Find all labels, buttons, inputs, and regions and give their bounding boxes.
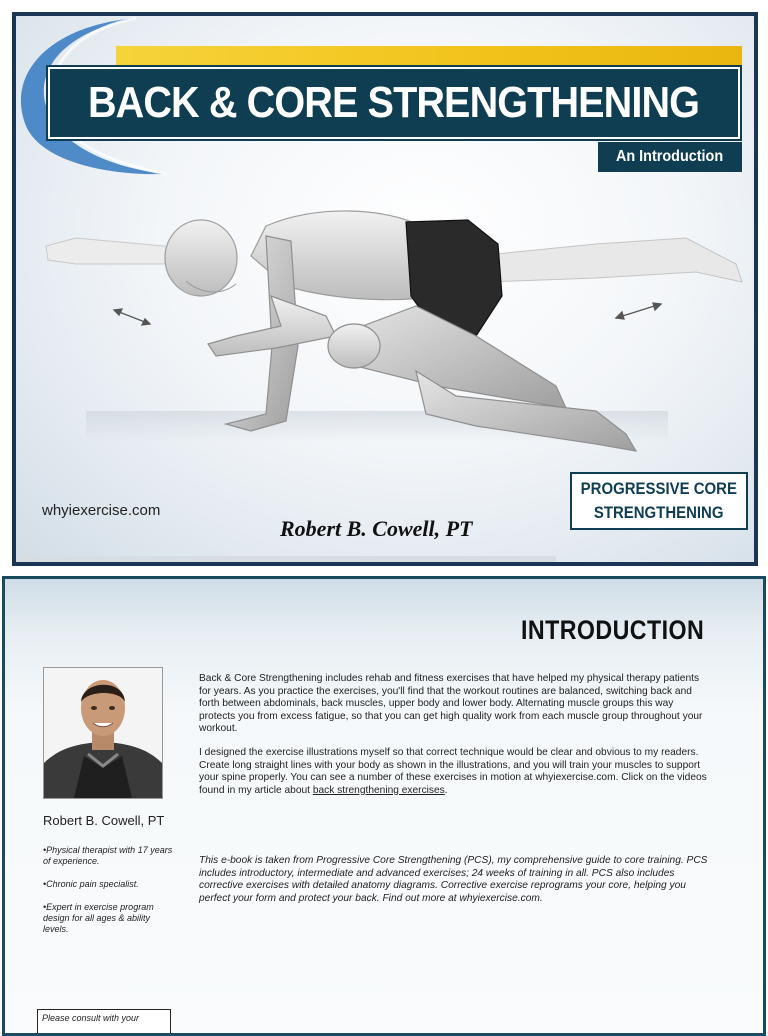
credential-item: •Physical therapist with 17 years of experience. — [43, 845, 173, 866]
intro-paragraph-1: Back & Core Strengthening includes rehab and fitness exercises that have helped my physical therapy patients for years. As you practice the exercises, you'll find that the workout routines are balanced, switching back and forth between abdominals, back muscles, upper body and lower body. Alternating muscle groups this way protects you from excess fatigue, so that you can get high quality work from each muscle group throughout your workout. — [199, 673, 703, 735]
credential-item: •Chronic pain specialist. — [43, 879, 139, 889]
exercise-illustration — [36, 186, 748, 456]
intro-paragraph-2-text: I designed the exercise illustrations myself so that correct technique would be clear and obvious to my readers. Create long straight lines with your body as shown in the illustrations, and you will train your muscles to support your spine properly. You can see a number of these exercises in motion at whyiexercise.com. Click on the videos found in my article about — [199, 747, 707, 796]
subtitle-banner — [598, 142, 742, 172]
author-portrait-graphic — [44, 668, 162, 798]
back-strengthening-link[interactable]: back strengthening exercises — [312, 784, 445, 796]
photo-caption: Robert B. Cowell, PT — [43, 813, 165, 828]
cover-title: BACK & CORE STRENGTHENING — [88, 78, 700, 127]
cover-author: Robert B. Cowell, PT — [280, 516, 473, 541]
intro-heading: INTRODUCTION — [521, 615, 705, 645]
title-banner — [48, 67, 740, 139]
introduction-page — [2, 576, 766, 1036]
cover-subtitle: An Introduction — [616, 148, 724, 165]
consult-note-text: Please consult with your — [42, 1013, 140, 1023]
gold-accent-bar — [116, 46, 742, 66]
intro-paragraph-2-end: . — [444, 784, 448, 796]
website-text: whyiexercise.com — [42, 502, 161, 519]
credential-item: •Expert in exercise program design for all ages & ability levels. — [43, 902, 154, 934]
cover-page — [12, 12, 758, 566]
program-badge-line1: PROGRESSIVE CORE — [580, 479, 738, 498]
program-badge — [570, 472, 748, 530]
intro-paragraph-3: This e-book is taken from Progressive Core Strengthening (PCS), my comprehensive guide to core training. PCS includes introductory, intermediate and advanced exercises; 24 weeks of training in all. PCS also includes corrective exercises with detailed anatomy diagrams. Corrective exercise reprograms your core, helping you perfect your form and protect your back. Find out more at whyiexercise.com. — [199, 855, 708, 904]
intro-paragraph-2 — [199, 747, 709, 797]
program-badge-line2: STRENGTHENING — [594, 503, 724, 522]
author-credentials — [43, 845, 173, 947]
cover-bottom-strip — [16, 556, 556, 566]
consult-note-box — [37, 1009, 171, 1036]
author-photo — [43, 667, 163, 799]
